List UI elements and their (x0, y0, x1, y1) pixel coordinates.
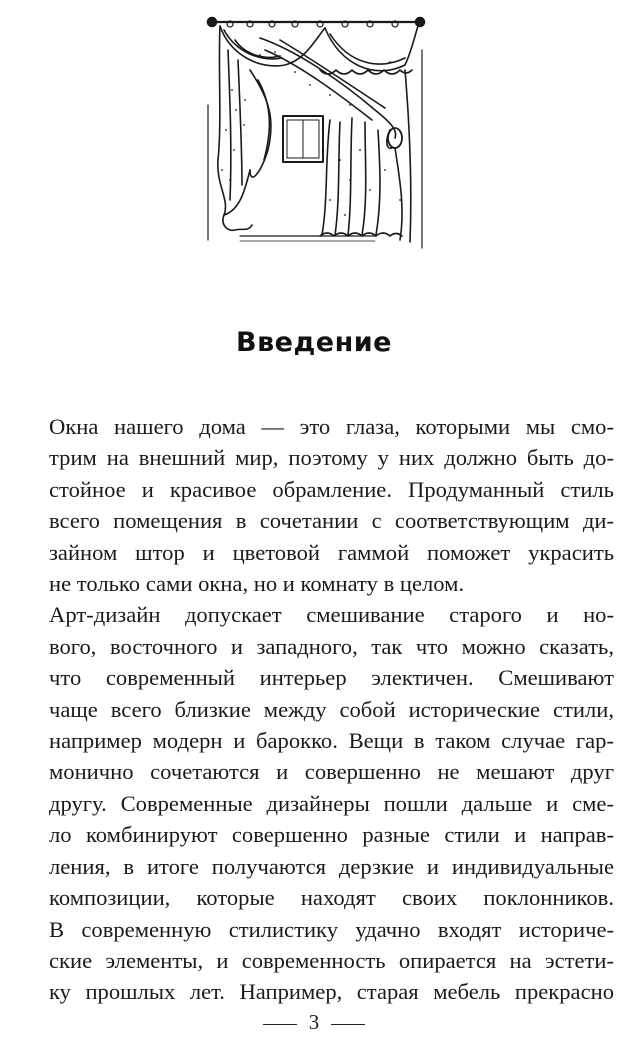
paragraph-2 (17, 599, 614, 1007)
curtained-window-icon (200, 10, 430, 250)
page-number: 3 (308, 1010, 320, 1034)
footer-dash-left (263, 1024, 297, 1025)
text-line: Арт-дизайн допускает смешивание старого и но- (49, 602, 614, 628)
text-line: чаще всего близкие между собой исторические стили, (49, 696, 614, 722)
text-line: Окна нашего дома — это глаза, которыми мы смо- (49, 414, 614, 439)
text-line: трим на внешний мир, поэтому у них должно быть до- (49, 445, 614, 471)
text-line: что современный интерьер электичен. Смешивают (49, 665, 614, 691)
text-line: монично сочетаются и совершенно не мешают друг (49, 759, 614, 785)
paragraph-1 (17, 411, 614, 599)
text-line: например модерн и барокко. Вещи в таком случае гар- (49, 728, 614, 754)
text-line: В современную стилистику удачно входят историче- (49, 916, 614, 942)
text-line: ления, в итоге получаются дерзкие и индивидуальные (49, 853, 614, 879)
text-line: ку прошлых лет. Например, старая мебель прекрасно (49, 979, 614, 1005)
text-line: вого, восточного и западного, так что можно сказать, (49, 633, 614, 659)
text-line: ло комбинируют совершенно разные стили и направ- (49, 822, 614, 848)
body-text (17, 411, 614, 1008)
chapter-heading: Введение (236, 327, 392, 358)
text-line: стойное и красивое обрамление. Продуманный стиль (49, 476, 614, 502)
text-line: другу. Современные дизайнеры пошли дальше и сме- (49, 790, 614, 816)
text-line: зайном штор и цветовой гаммой поможет украсить (49, 539, 614, 565)
page-footer (0, 1010, 628, 1035)
text-line: ские элементы, и современность опирается на эстети- (49, 947, 614, 973)
text-line: всего помещения в сочетании с соответствующим ди- (49, 508, 614, 534)
text-line: не только сами окна, но и комнату в целом. (49, 571, 465, 597)
text-line: композиции, которые находят своих поклонников. (49, 885, 614, 911)
footer-dash-right (331, 1024, 365, 1025)
